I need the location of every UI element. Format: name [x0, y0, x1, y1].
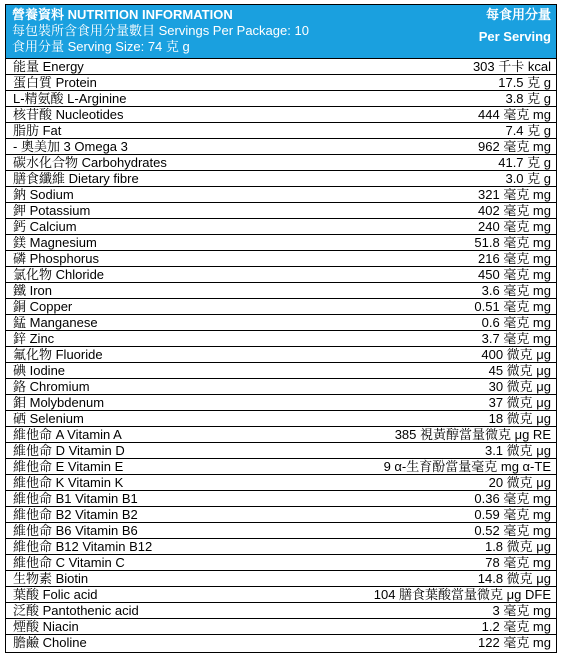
nutrient-name: 生物素 Biotin	[13, 571, 89, 586]
table-row	[6, 603, 556, 619]
table-row	[6, 315, 556, 331]
nutrient-value: 402 毫克 mg	[478, 203, 551, 218]
nutrient-name: 脂肪 Fat	[13, 123, 62, 138]
table-row	[6, 155, 556, 171]
table-row	[6, 427, 556, 443]
table-row	[6, 619, 556, 635]
nutrient-name: 碳水化合物 Carbohydrates	[13, 155, 167, 170]
nutrient-name: 錳 Manganese	[13, 315, 98, 330]
nutrient-name: 鉬 Molybdenum	[13, 395, 105, 410]
nutrient-value: 0.51 毫克 mg	[474, 299, 551, 314]
nutrient-value: 240 毫克 mg	[478, 219, 551, 234]
nutrient-name: 維他命 A Vitamin A	[13, 427, 122, 442]
nutrient-name: 鈉 Sodium	[13, 187, 74, 202]
table-row	[6, 171, 556, 187]
nutrient-name: 銅 Copper	[13, 299, 73, 314]
table-row	[6, 235, 556, 251]
nutrient-name: 核苷酸 Nucleotides	[13, 107, 124, 122]
nutrient-name: 鋅 Zinc	[13, 331, 55, 346]
table-title: 營養資料 NUTRITION INFORMATION	[12, 7, 233, 22]
nutrient-value: 3 毫克 mg	[492, 603, 551, 618]
nutrient-name: L-精氨酸 L-Arginine	[13, 91, 127, 106]
header-right	[479, 7, 551, 45]
nutrient-value: 0.52 毫克 mg	[474, 523, 551, 538]
nutrient-name: 硒 Selenium	[13, 411, 84, 426]
nutrient-value: 3.7 毫克 mg	[481, 331, 551, 346]
nutrient-name: 氯化物 Chloride	[13, 267, 105, 282]
nutrient-name: 磷 Phosphorus	[13, 251, 99, 266]
nutrient-value: 400 微克 μg	[481, 347, 551, 362]
nutrient-name: 鉀 Potassium	[13, 203, 91, 218]
nutrient-name: 鉻 Chromium	[13, 379, 90, 394]
table-row	[6, 395, 556, 411]
nutrient-name: 維他命 E Vitamin E	[13, 459, 124, 474]
table-header	[6, 5, 556, 58]
table-row	[6, 539, 556, 555]
nutrient-value: 216 毫克 mg	[478, 251, 551, 266]
table-row	[6, 219, 556, 235]
servings-per-package: 每包裝所含食用分量數目 Servings Per Package: 10	[12, 23, 309, 38]
nutrient-value: 41.7 克 g	[498, 155, 551, 170]
table-row	[6, 443, 556, 459]
nutrition-information-table	[5, 4, 557, 653]
nutrient-name: 維他命 B6 Vitamin B6	[13, 523, 138, 538]
nutrient-name: 葉酸 Folic acid	[13, 587, 98, 602]
nutrient-value: 9 α-生育酚當量毫克 mg α-TE	[383, 459, 551, 474]
nutrient-value: 0.36 毫克 mg	[474, 491, 551, 506]
table-row	[6, 91, 556, 107]
nutrient-value: 3.0 克 g	[505, 171, 551, 186]
nutrient-name: 膳食纖維 Dietary fibre	[13, 171, 139, 186]
table-row	[6, 635, 556, 651]
nutrient-name: 膽鹼 Choline	[13, 635, 87, 650]
nutrient-name: 氟化物 Fluoride	[13, 347, 103, 362]
nutrient-value: 3.1 微克 μg	[484, 443, 551, 458]
nutrient-value: 0.6 毫克 mg	[481, 315, 551, 330]
table-row	[6, 459, 556, 475]
nutrient-name: 蛋白質 Protein	[13, 75, 97, 90]
table-row	[6, 507, 556, 523]
nutrient-value: 321 毫克 mg	[478, 187, 551, 202]
serving-size: 食用分量 Serving Size: 74 克 g	[12, 39, 190, 54]
table-row	[6, 299, 556, 315]
nutrient-name: 鐵 Iron	[13, 283, 53, 298]
table-row	[6, 475, 556, 491]
nutrient-value: 104 膳食葉酸當量微克 μg DFE	[373, 587, 551, 602]
nutrient-name: 維他命 B1 Vitamin B1	[13, 491, 138, 506]
nutrient-name: 碘 Iodine	[13, 363, 66, 378]
table-row	[6, 187, 556, 203]
table-row	[6, 379, 556, 395]
nutrient-value: 1.8 微克 μg	[484, 539, 551, 554]
nutrient-value: 7.4 克 g	[505, 123, 551, 138]
nutrient-value: 78 毫克 mg	[485, 555, 551, 570]
nutrient-value: 303 千卡 kcal	[472, 59, 551, 74]
table-row	[6, 251, 556, 267]
table-row	[6, 491, 556, 507]
table-row	[6, 139, 556, 155]
nutrient-value: 3.8 克 g	[505, 91, 551, 106]
table-row	[6, 107, 556, 123]
nutrient-name: 維他命 C Vitamin C	[13, 555, 125, 570]
nutrient-name: 鎂 Magnesium	[13, 235, 97, 250]
nutrient-value: 14.8 微克 μg	[477, 571, 551, 586]
table-row	[6, 123, 556, 139]
nutrient-value: 962 毫克 mg	[478, 139, 551, 154]
table-row	[6, 411, 556, 427]
nutrient-name: 能量 Energy	[13, 59, 84, 74]
nutrient-value: 450 毫克 mg	[478, 267, 551, 282]
nutrient-name: - 奧美加 3 Omega 3	[13, 139, 128, 154]
nutrient-value: 122 毫克 mg	[478, 635, 551, 650]
table-row	[6, 59, 556, 75]
nutrient-value: 3.6 毫克 mg	[481, 283, 551, 298]
nutrient-name: 煙酸 Niacin	[13, 619, 79, 634]
table-row	[6, 347, 556, 363]
nutrient-value: 385 視黃醇當量微克 μg RE	[394, 427, 551, 442]
nutrient-value: 30 微克 μg	[488, 379, 551, 394]
per-serving-label-zh: 每食用分量	[485, 7, 551, 22]
table-row	[6, 267, 556, 283]
nutrient-name: 鈣 Calcium	[13, 219, 77, 234]
table-row	[6, 75, 556, 91]
table-row	[6, 555, 556, 571]
table-row	[6, 523, 556, 539]
nutrient-rows	[6, 58, 556, 651]
nutrient-name: 維他命 D Vitamin D	[13, 443, 125, 458]
nutrient-value: 17.5 克 g	[498, 75, 551, 90]
nutrient-value: 1.2 毫克 mg	[481, 619, 551, 634]
table-row	[6, 587, 556, 603]
nutrient-name: 泛酸 Pantothenic acid	[13, 603, 139, 618]
table-row	[6, 331, 556, 347]
table-row	[6, 363, 556, 379]
nutrient-value: 37 微克 μg	[488, 395, 551, 410]
nutrient-name: 維他命 B12 Vitamin B12	[13, 539, 153, 554]
nutrient-value: 444 毫克 mg	[478, 107, 551, 122]
nutrient-name: 維他命 B2 Vitamin B2	[13, 507, 138, 522]
table-row	[6, 571, 556, 587]
per-serving-label-en: Per Serving	[478, 29, 551, 44]
nutrient-value: 45 微克 μg	[488, 363, 551, 378]
header-left	[12, 7, 309, 55]
nutrient-value: 0.59 毫克 mg	[474, 507, 551, 522]
nutrient-value: 20 微克 μg	[488, 475, 551, 490]
nutrient-name: 維他命 K Vitamin K	[13, 475, 124, 490]
nutrient-value: 18 微克 μg	[488, 411, 551, 426]
table-row	[6, 203, 556, 219]
nutrient-value: 51.8 毫克 mg	[474, 235, 551, 250]
table-row	[6, 283, 556, 299]
